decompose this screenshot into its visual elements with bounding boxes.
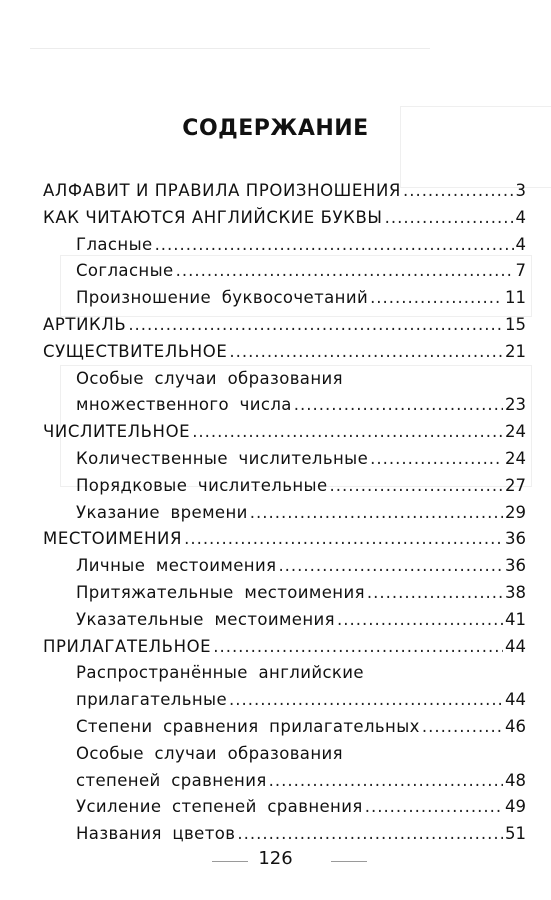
toc-section — [43, 205, 526, 232]
dot-leader — [128, 312, 503, 339]
toc-section — [43, 526, 526, 553]
toc-line — [43, 821, 526, 848]
toc-line — [43, 339, 526, 366]
toc-subsection — [43, 794, 526, 821]
toc-page-number: 7 — [515, 261, 526, 281]
toc-entry-title: Притяжательные местоимения — [76, 582, 365, 602]
toc-section — [43, 634, 526, 661]
toc-line — [43, 634, 526, 661]
toc-page-number: 15 — [505, 314, 526, 334]
toc-entry-title: Порядковые числительные — [76, 475, 328, 495]
toc-line — [43, 741, 526, 768]
toc-line — [43, 178, 526, 205]
toc-page-number: 38 — [505, 582, 526, 602]
folio-rule-right — [331, 861, 367, 862]
toc-line — [43, 285, 526, 312]
toc-subsection — [43, 580, 526, 607]
dot-leader — [250, 500, 503, 527]
table-of-contents — [43, 178, 526, 848]
toc-subsection — [43, 232, 526, 259]
toc-page-number: 41 — [505, 609, 526, 629]
dot-leader — [213, 634, 503, 661]
toc-line — [43, 366, 526, 393]
toc-entry-title: АРТИКЛЬ — [43, 314, 127, 334]
dot-leader — [192, 419, 503, 446]
dot-leader — [269, 768, 503, 795]
dot-leader — [365, 794, 503, 821]
dot-leader — [370, 285, 503, 312]
page-number: 126 — [258, 848, 293, 869]
toc-page-number: 23 — [505, 395, 526, 415]
dot-leader — [403, 178, 514, 205]
dot-leader — [155, 232, 514, 259]
toc-entry-title: степеней сравнения — [76, 770, 267, 790]
toc-line — [43, 768, 526, 795]
toc-entry-title: Особые случаи образования — [76, 368, 343, 388]
toc-entry-title: Названия цветов — [76, 824, 236, 844]
toc-entry-title: СУЩЕСТВИТЕЛЬНОЕ — [43, 341, 228, 361]
toc-entry-title: Распространённые английские — [76, 663, 364, 683]
toc-entry-title: МЕСТОИМЕНИЯ — [43, 529, 183, 549]
toc-subsection — [43, 258, 526, 285]
dot-leader — [422, 714, 503, 741]
toc-page-number: 48 — [505, 770, 526, 790]
toc-page-number: 36 — [505, 529, 526, 549]
toc-page-number: 44 — [505, 690, 526, 710]
dot-leader — [385, 205, 514, 232]
toc-entry-title: Усиление степеней сравнения — [76, 797, 363, 817]
toc-subsection — [43, 553, 526, 580]
toc-line — [43, 258, 526, 285]
toc-subsection — [43, 714, 526, 741]
toc-subsection — [43, 473, 526, 500]
dot-leader — [176, 258, 514, 285]
toc-page-number: 4 — [515, 207, 526, 227]
dot-leader — [237, 821, 503, 848]
toc-entry-title: Указательные местоимения — [76, 609, 335, 629]
toc-line — [43, 205, 526, 232]
toc-line — [43, 660, 526, 687]
toc-entry-title: Особые случаи образования — [76, 743, 343, 763]
toc-line — [43, 419, 526, 446]
toc-line — [43, 580, 526, 607]
toc-entry-title: КАК ЧИТАЮТСЯ АНГЛИЙСКИЕ БУКВЫ — [43, 207, 383, 227]
toc-page-number: 24 — [505, 422, 526, 442]
toc-line — [43, 553, 526, 580]
toc-page-number: 21 — [505, 341, 526, 361]
toc-entry-title: Гласные — [76, 234, 153, 254]
dot-leader — [370, 446, 503, 473]
toc-page-number: 27 — [505, 475, 526, 495]
toc-line — [43, 500, 526, 527]
toc-section — [43, 178, 526, 205]
toc-page-number: 3 — [515, 181, 526, 200]
toc-page-number: 36 — [505, 556, 526, 576]
toc-section — [43, 339, 526, 366]
toc-line — [43, 312, 526, 339]
dot-leader — [330, 473, 503, 500]
toc-line — [43, 232, 526, 259]
toc-entry-title: прилагательные — [76, 690, 228, 710]
dot-leader — [367, 580, 503, 607]
toc-subsection — [43, 366, 526, 420]
toc-page-number: 51 — [505, 824, 526, 844]
toc-entry-title: Личные местоимения — [76, 556, 277, 576]
toc-section — [43, 312, 526, 339]
dot-leader — [229, 687, 503, 714]
toc-line — [43, 714, 526, 741]
toc-page-number: 46 — [505, 716, 526, 736]
toc-subsection — [43, 741, 526, 795]
toc-section — [43, 419, 526, 446]
dot-leader — [184, 526, 503, 553]
toc-entry-title: АЛФАВИТ И ПРАВИЛА ПРОИЗНОШЕНИЯ — [43, 181, 401, 200]
toc-page-number: 24 — [505, 448, 526, 468]
toc-subsection — [43, 500, 526, 527]
toc-subsection — [43, 821, 526, 848]
toc-page-number: 44 — [505, 636, 526, 656]
toc-page-number: 11 — [505, 288, 526, 308]
toc-subsection — [43, 660, 526, 714]
toc-subsection — [43, 607, 526, 634]
toc-entry-title: Указание времени — [76, 502, 248, 522]
toc-line — [43, 687, 526, 714]
toc-line — [43, 473, 526, 500]
toc-entry-title: Степени сравнения прилагательных — [76, 716, 420, 736]
toc-line — [43, 446, 526, 473]
page-title: СОДЕРЖАНИЕ — [182, 116, 369, 141]
toc-subsection — [43, 285, 526, 312]
toc-line — [43, 526, 526, 553]
toc-line — [43, 794, 526, 821]
toc-page-number: 4 — [515, 234, 526, 254]
toc-line — [43, 392, 526, 419]
toc-subsection — [43, 446, 526, 473]
dot-leader — [294, 392, 503, 419]
toc-page-number: 29 — [505, 502, 526, 522]
dot-leader — [278, 553, 503, 580]
toc-entry-title: Произношение буквосочетаний — [76, 288, 369, 308]
toc-page-number: 49 — [505, 797, 526, 817]
dot-leader — [337, 607, 503, 634]
toc-line — [43, 607, 526, 634]
toc-entry-title: ПРИЛАГАТЕЛЬНОЕ — [43, 636, 212, 656]
toc-entry-title: Количественные числительные — [76, 448, 369, 468]
dot-leader — [229, 339, 503, 366]
toc-entry-title: множественного числа — [76, 395, 292, 415]
toc-entry-title: ЧИСЛИТЕЛЬНОЕ — [43, 422, 191, 442]
toc-entry-title: Согласные — [76, 261, 174, 281]
